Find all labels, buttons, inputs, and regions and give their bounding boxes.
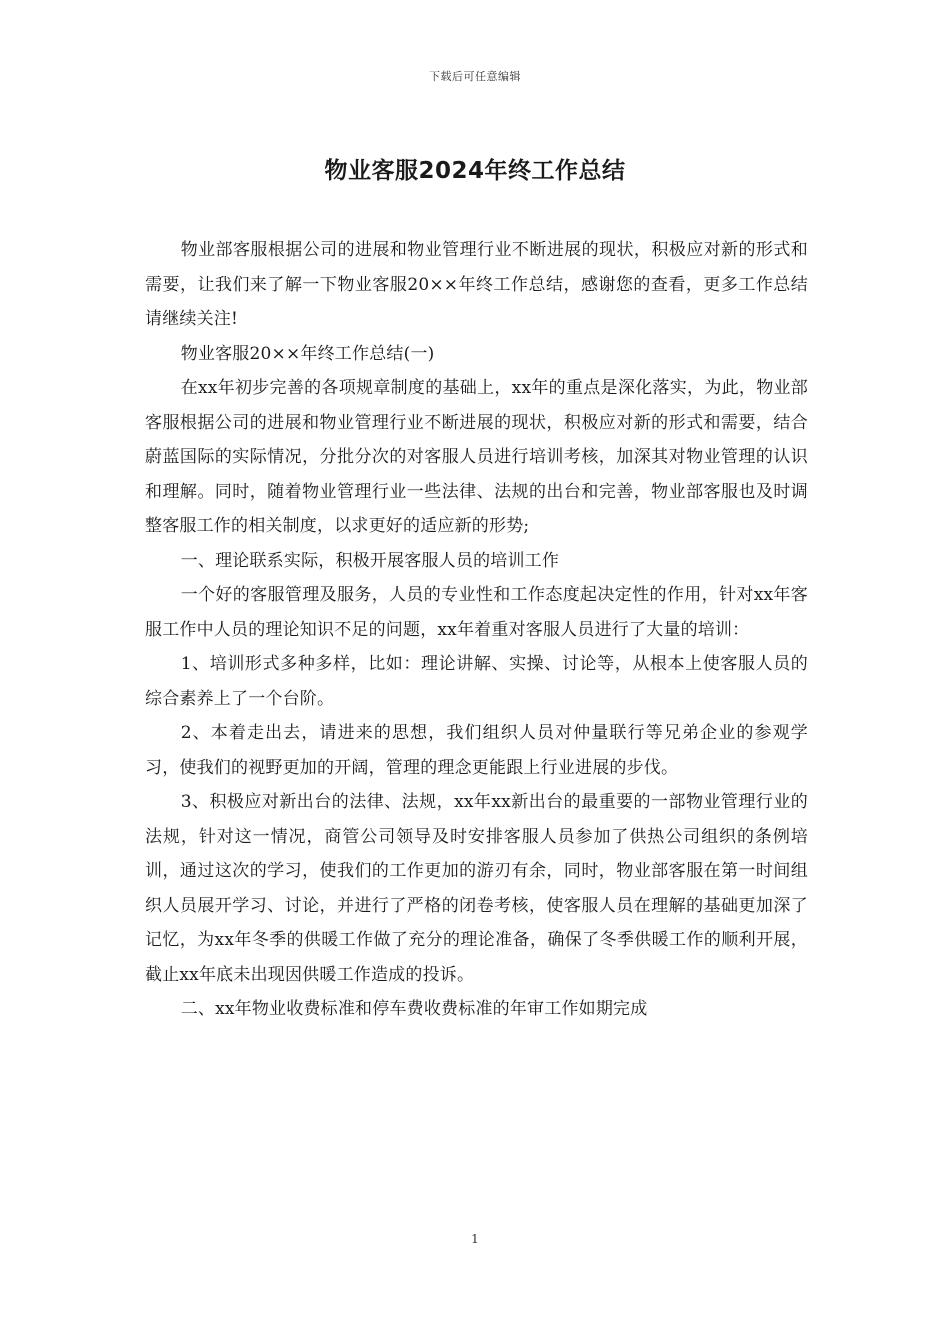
page-number: 1 <box>471 1232 479 1246</box>
list-item: 3、积极应对新出台的法律、法规，xx年xx新出台的最重要的一部物业管理行业的法规，针对这一情况，商管公司领导及时安排客服人员参加了供热公司组织的条例培训，通过这次的学习，使我们的工作更加的游刃有余，同时，物业部客服在第一时间组织人员展开学习、讨论，并进行了严格的闭卷考核，使客服人员在理解的基础更加深了记忆，为xx年冬季的供暖工作做了充分的理论准备，确保了冬季供暖工作的顺利开展，截止xx年底未出现因供暖工作造成的投诉。 <box>145 792 808 985</box>
document-title: 物业客服2024年终工作总结 <box>324 158 626 184</box>
header-note: 下载后可任意编辑 <box>429 70 521 83</box>
body-paragraph: 在xx年初步完善的各项规章制度的基础上，xx年的重点是深化落实，为此，物业部客服根据公司的进展和物业管理行业不断进展的现状，积极应对新的形式和需要，结合蔚蓝国际的实际情况，分批分次的对客服人员进行培训考核，加深其对物业管理的认识和理解。同时，随着物业管理行业一些法律、法规的出台和完善，物业部客服也及时调整客服工作的相关制度，以求更好的适应新的形势; <box>145 378 808 536</box>
section-heading: 物业客服20××年终工作总结(一) <box>180 343 435 364</box>
list-item: 1、培训形式多种多样，比如：理论讲解、实操、讨论等，从根本上使客服人员的综合素养上了一个台阶。 <box>145 654 808 709</box>
list-item: 2、本着走出去，请进来的思想，我们组织人员对仲量联行等兄弟企业的参观学习，使我们的视野更加的开阔，管理的理念更能跟上行业进展的步伐。 <box>145 723 808 778</box>
section-heading: 一、理论联系实际，积极开展客服人员的培训工作 <box>180 550 560 571</box>
section-heading: 二、xx年物业收费标准和停车费收费标准的年审工作如期完成 <box>180 999 648 1019</box>
intro-paragraph: 物业部客服根据公司的进展和物业管理行业不断进展的现状，积极应对新的形式和需要，让我们来了解一下物业客服20××年终工作总结，感谢您的查看，更多工作总结请继续关注! <box>145 240 808 329</box>
document-body <box>145 233 808 1027</box>
body-paragraph: 一个好的客服管理及服务，人员的专业性和工作态度起决定性的作用，针对xx年客服工作中人员的理论知识不足的问题，xx年着重对客服人员进行了大量的培训： <box>145 585 808 640</box>
